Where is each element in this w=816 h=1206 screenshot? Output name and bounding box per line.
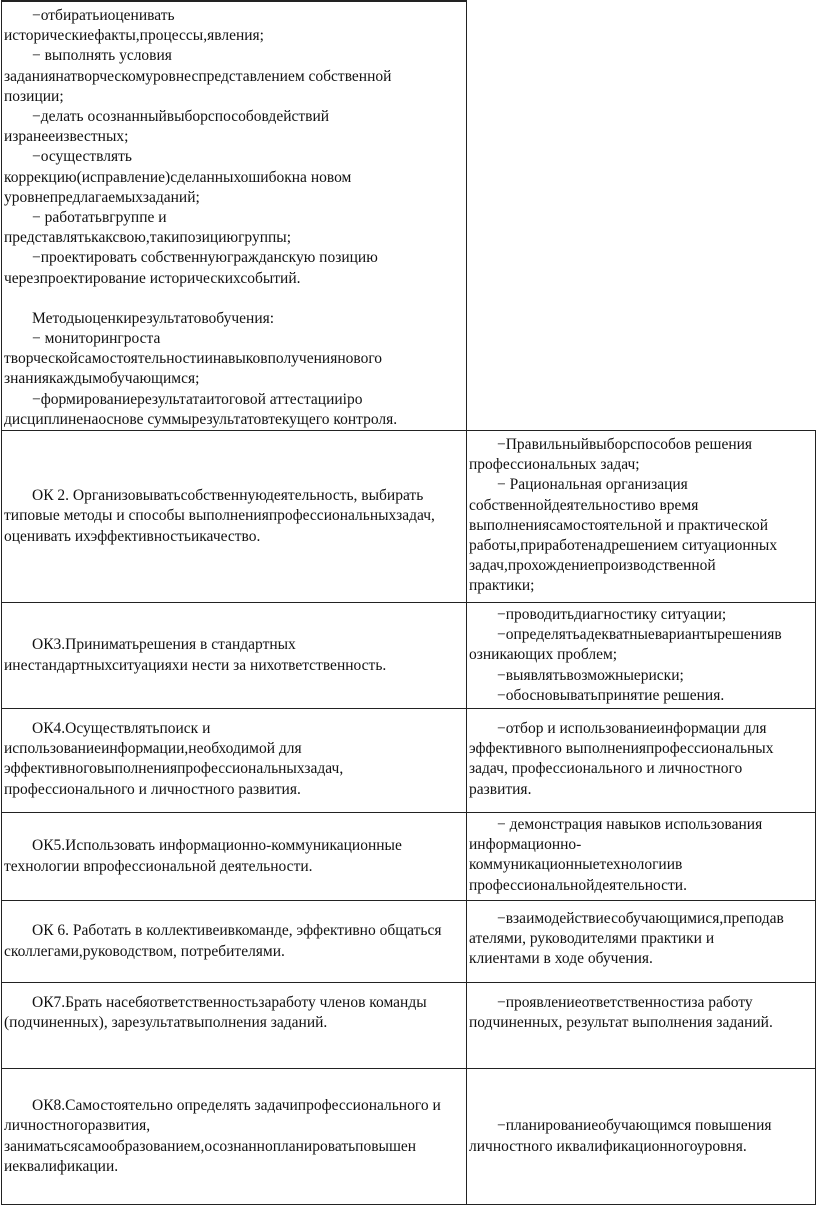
competence-text: ОК 2. Организовыватьсобственнуюдеятельность, выбирать типовые методы и способы выполненияпрофессиональныхзадач, оценивать ихэффективностьикачество. xyxy=(4,487,435,545)
indicator-line: −проводитьдиагностику ситуации; xyxy=(497,606,727,624)
skill-line: представлятькаксвою,такипозициюгруппы; xyxy=(4,229,292,247)
indicator-line: работы,приработенадрешением ситуационных xyxy=(469,537,778,555)
indicator-cell xyxy=(467,901,816,983)
skill-line: историческиефакты,процессы,явления; xyxy=(4,27,264,45)
skill-line: −отбиратьиоценивать xyxy=(32,7,175,24)
indicator-line: собственнойдеятельностиво время xyxy=(469,496,699,514)
skill-line: −проектировать собственнуюгражданскую позицию xyxy=(32,249,378,267)
indicator-line: профессиональнойдеятельности. xyxy=(469,876,687,894)
indicator-line: коммуникационныетехнологиив xyxy=(469,856,683,874)
skill-line: позиции; xyxy=(4,87,64,105)
indicator-line: выполнениясамостоятельной и практической xyxy=(469,516,769,534)
table-row xyxy=(2,901,816,983)
competence-text: ОК5.Использовать информационно-коммуникационные технологии впрофессиональной деятельности. xyxy=(4,837,402,875)
indicator-line: − демонстрация навыков использования xyxy=(497,816,763,834)
indicator-cell xyxy=(467,983,816,1069)
method-line: дисциплиненаоснове суммырезультатовтекущего контроля. xyxy=(4,410,398,428)
table-row xyxy=(2,813,816,901)
competence-cell xyxy=(2,901,467,983)
indicator-line: −определятьадекватныевариантырешенияв xyxy=(497,626,782,644)
indicator-line: практики; xyxy=(469,577,535,595)
skill-line: уровнепредлагаемыхзаданий; xyxy=(4,188,200,206)
skill-line: изранееизвестных; xyxy=(4,128,129,146)
competence-cell xyxy=(2,813,467,901)
competence-cell xyxy=(2,1069,467,1205)
indicator-line: личностного иквалификационногоуровня. xyxy=(469,1137,747,1155)
method-line: −формированиерезультатаитоговой аттестацииipo xyxy=(32,390,363,408)
skill-line: − работатьвгруппе и xyxy=(32,209,167,227)
indicator-line: эффективного выполненияпрофессиональных xyxy=(469,740,774,758)
indicator-line: профессиональных задач; xyxy=(469,456,640,474)
indicator-cell xyxy=(467,603,816,709)
method-line: творческойсамостоятельностиинавыковполучениянового xyxy=(4,350,383,368)
indicator-line: информационно- xyxy=(469,836,582,854)
indicator-line: клиентами в ходе обучения. xyxy=(469,950,653,968)
skills-cell xyxy=(2,1,467,431)
indicator-cell xyxy=(467,709,816,813)
competence-cell xyxy=(2,603,467,709)
indicator-line: −отбор и использованиеинформации для xyxy=(497,720,767,738)
indicator-cell xyxy=(467,813,816,901)
indicator-line: задач,прохождениепроизводственной xyxy=(469,557,716,575)
indicator-line: ателями, руководителями практики и xyxy=(469,930,715,948)
indicator-line: −Правильныйвыборспособов решения xyxy=(497,436,753,454)
empty-cell xyxy=(467,1,816,431)
table-row xyxy=(2,983,816,1069)
competence-cell xyxy=(2,983,467,1069)
skill-line: −делать осознанныйвыборспособовдействий xyxy=(32,108,330,126)
indicator-line: −планированиеобучающимся повышения xyxy=(497,1117,772,1135)
indicator-line: −взаимодействиесобучающимися,преподав xyxy=(497,910,784,928)
table-row xyxy=(2,431,816,603)
skill-line: коррекцию(исправление)сделанныхошибокна новом xyxy=(4,168,352,186)
competence-text: ОК 6. Работать в коллективеивкоманде, эффективно общаться сколлегами,руководством, потребителями. xyxy=(4,922,442,960)
skill-line: −осуществлять xyxy=(32,148,132,166)
table-row xyxy=(2,603,816,709)
table-row xyxy=(2,1069,816,1205)
table-row xyxy=(2,1,816,431)
table-row xyxy=(2,709,816,813)
competence-text: ОК3.Приниматьрешения в стандартных инестандартныхситуацияхи нести за нихответственность. xyxy=(4,636,387,674)
competence-cell xyxy=(2,431,467,603)
methods-heading: Методыоценкирезультатовобучения: xyxy=(32,309,275,327)
competence-text: ОК4.Осуществлятьпоиск и использованиеинформации,необходимой для эффективноговыполненияпрофессиональныхзадач, профессионального и личностного развития. xyxy=(4,720,344,798)
indicator-line: −выявлятьвозможныериски; xyxy=(497,666,684,684)
indicator-cell xyxy=(467,1069,816,1205)
indicator-line: −обосновыватьпринятие решения. xyxy=(497,686,725,704)
method-line: знаниякаждымобучающимся; xyxy=(4,370,200,388)
indicator-line: −проявлениеответственностиза работу xyxy=(497,994,753,1012)
indicator-line: развития. xyxy=(469,780,532,798)
indicator-line: задач, профессионального и личностного xyxy=(469,760,743,778)
competence-text: ОК7.Брать насебяответственностьзаработу членов команды (подчиненных), зарезультатвыполнения заданий. xyxy=(4,994,427,1032)
skill-line: заданиянатворческомуровнеспредставлением собственной xyxy=(4,67,392,85)
skill-line: − выполнять условия xyxy=(32,47,172,65)
competence-cell xyxy=(2,709,467,813)
method-line: − мониторингроста xyxy=(32,330,161,348)
competence-table xyxy=(1,0,816,1205)
indicator-line: озникающих проблем; xyxy=(469,646,618,664)
competence-text: ОК8.Самостоятельно определять задачипрофессионального и личностногоразвития, заниматьсясамообразованием,осознаннопланироватьповышен иеквалификации. xyxy=(4,1097,441,1175)
skill-line: черезпроектирование историческихсобытий. xyxy=(4,269,301,287)
indicator-line: − Рациональная организация xyxy=(497,476,688,494)
indicator-line: подчиненных, результат выполнения заданий. xyxy=(469,1014,773,1032)
indicator-cell xyxy=(467,431,816,603)
